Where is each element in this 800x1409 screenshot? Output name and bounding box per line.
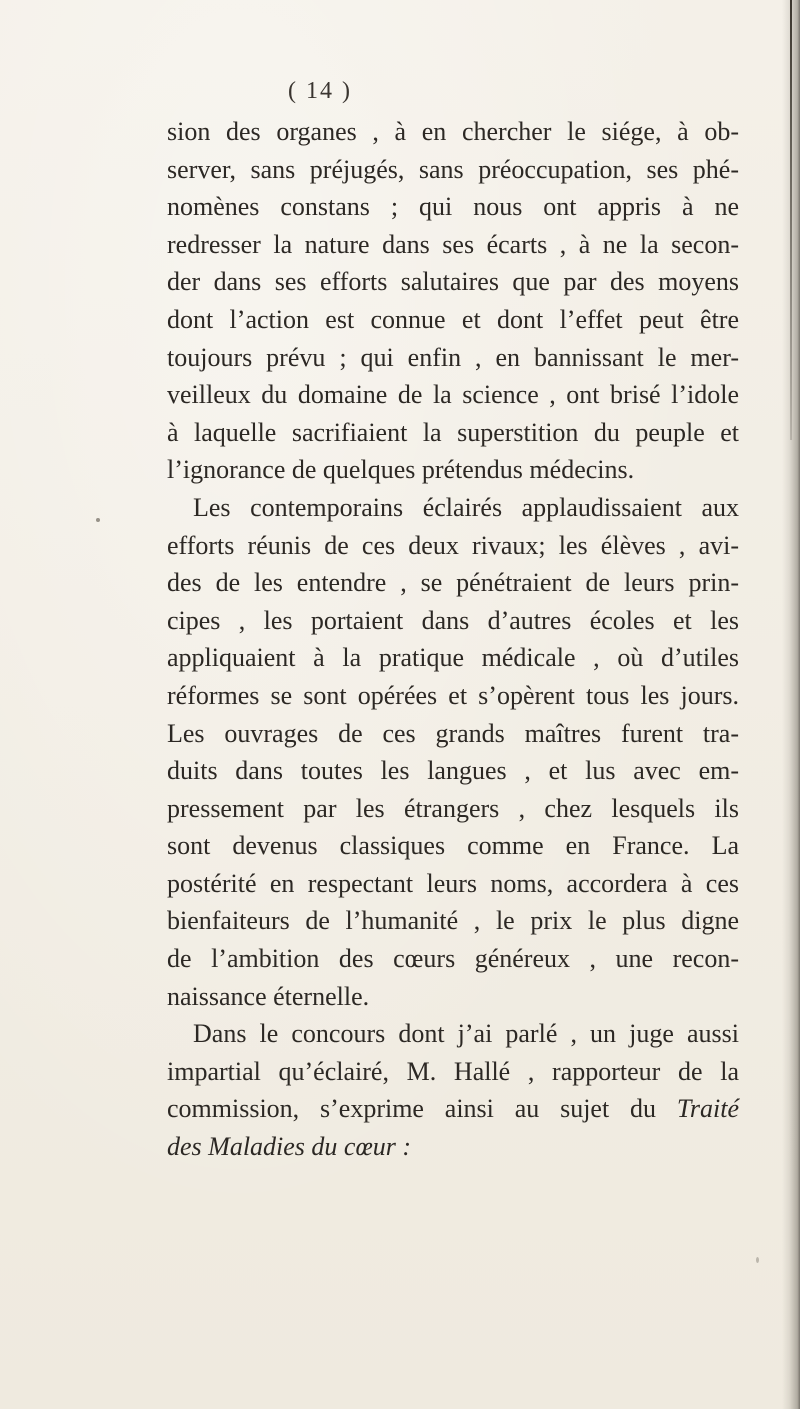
text-line: postérité en respectant leurs noms, accordera à ces: [167, 868, 739, 898]
text-line: naissance éternelle.: [167, 981, 370, 1011]
page-number: ( 14 ): [288, 78, 352, 104]
text-line: efforts réunis de ces deux rivaux; les élèves , avi-: [167, 530, 739, 560]
body-text: [167, 113, 739, 1166]
text-line: à laquelle sacrifiaient la superstition du peuple et: [167, 417, 739, 447]
text-line: Les ouvrages de ces grands maîtres furent tra-: [167, 718, 739, 748]
text-line: cipes , les portaient dans d’autres écoles et les: [167, 605, 739, 635]
text-line: toujours prévu ; qui enfin , en bannissant le mer-: [167, 342, 739, 372]
text-line: réformes se sont opérées et s’opèrent tous les jours.: [167, 680, 739, 710]
text-line: sion des organes , à en chercher le siége, à ob-: [167, 117, 739, 146]
text-line: der dans ses efforts salutaires que par des moyens: [167, 267, 739, 297]
text-line: pressement par les étrangers , chez lesquels ils: [167, 793, 739, 823]
text-line: server, sans préjugés, sans préoccupation, ses phé-: [167, 154, 739, 184]
page-edge-line: [790, 0, 792, 440]
text-line: redresser la nature dans ses écarts , à ne la secon-: [167, 229, 739, 259]
text-line: sont devenus classiques comme en France. La: [167, 831, 739, 861]
text-line: [167, 1090, 739, 1128]
text-line: veilleux du domaine de la science , ont brisé l’idole: [167, 380, 739, 410]
text-line: impartial qu’éclairé, M. Hallé , rapporteur de la: [167, 1056, 739, 1086]
text-line: l’ignorance de quelques prétendus médecins.: [167, 455, 635, 485]
paper-speck: [96, 518, 100, 522]
italic-title-word: Traité: [676, 1094, 739, 1124]
text-line: des Maladies du cœur :: [167, 1132, 412, 1162]
text-line: bienfaiteurs de l’humanité , le prix le plus digne: [167, 906, 739, 936]
text-line: de l’ambition des cœurs généreux , une recon-: [167, 944, 739, 974]
text-line: des de les entendre , se pénétraient de leurs prin-: [167, 568, 739, 598]
paper-speck: [756, 1257, 759, 1263]
text-line: Les contemporains éclairés applaudissaient aux: [193, 492, 739, 522]
text-line: duits dans toutes les langues , et lus avec em-: [167, 756, 739, 786]
text-line: Dans le concours dont j’ai parlé , un juge aussi: [193, 1019, 739, 1049]
text-line: dont l’action est connue et dont l’effet peut être: [167, 304, 739, 334]
text-line-segment: commission, s’exprime ainsi au sujet du: [167, 1094, 657, 1124]
text-line: nomènes constans ; qui nous ont appris à ne: [167, 192, 739, 222]
text-line: appliquaient à la pratique médicale , où d’utiles: [167, 643, 739, 673]
